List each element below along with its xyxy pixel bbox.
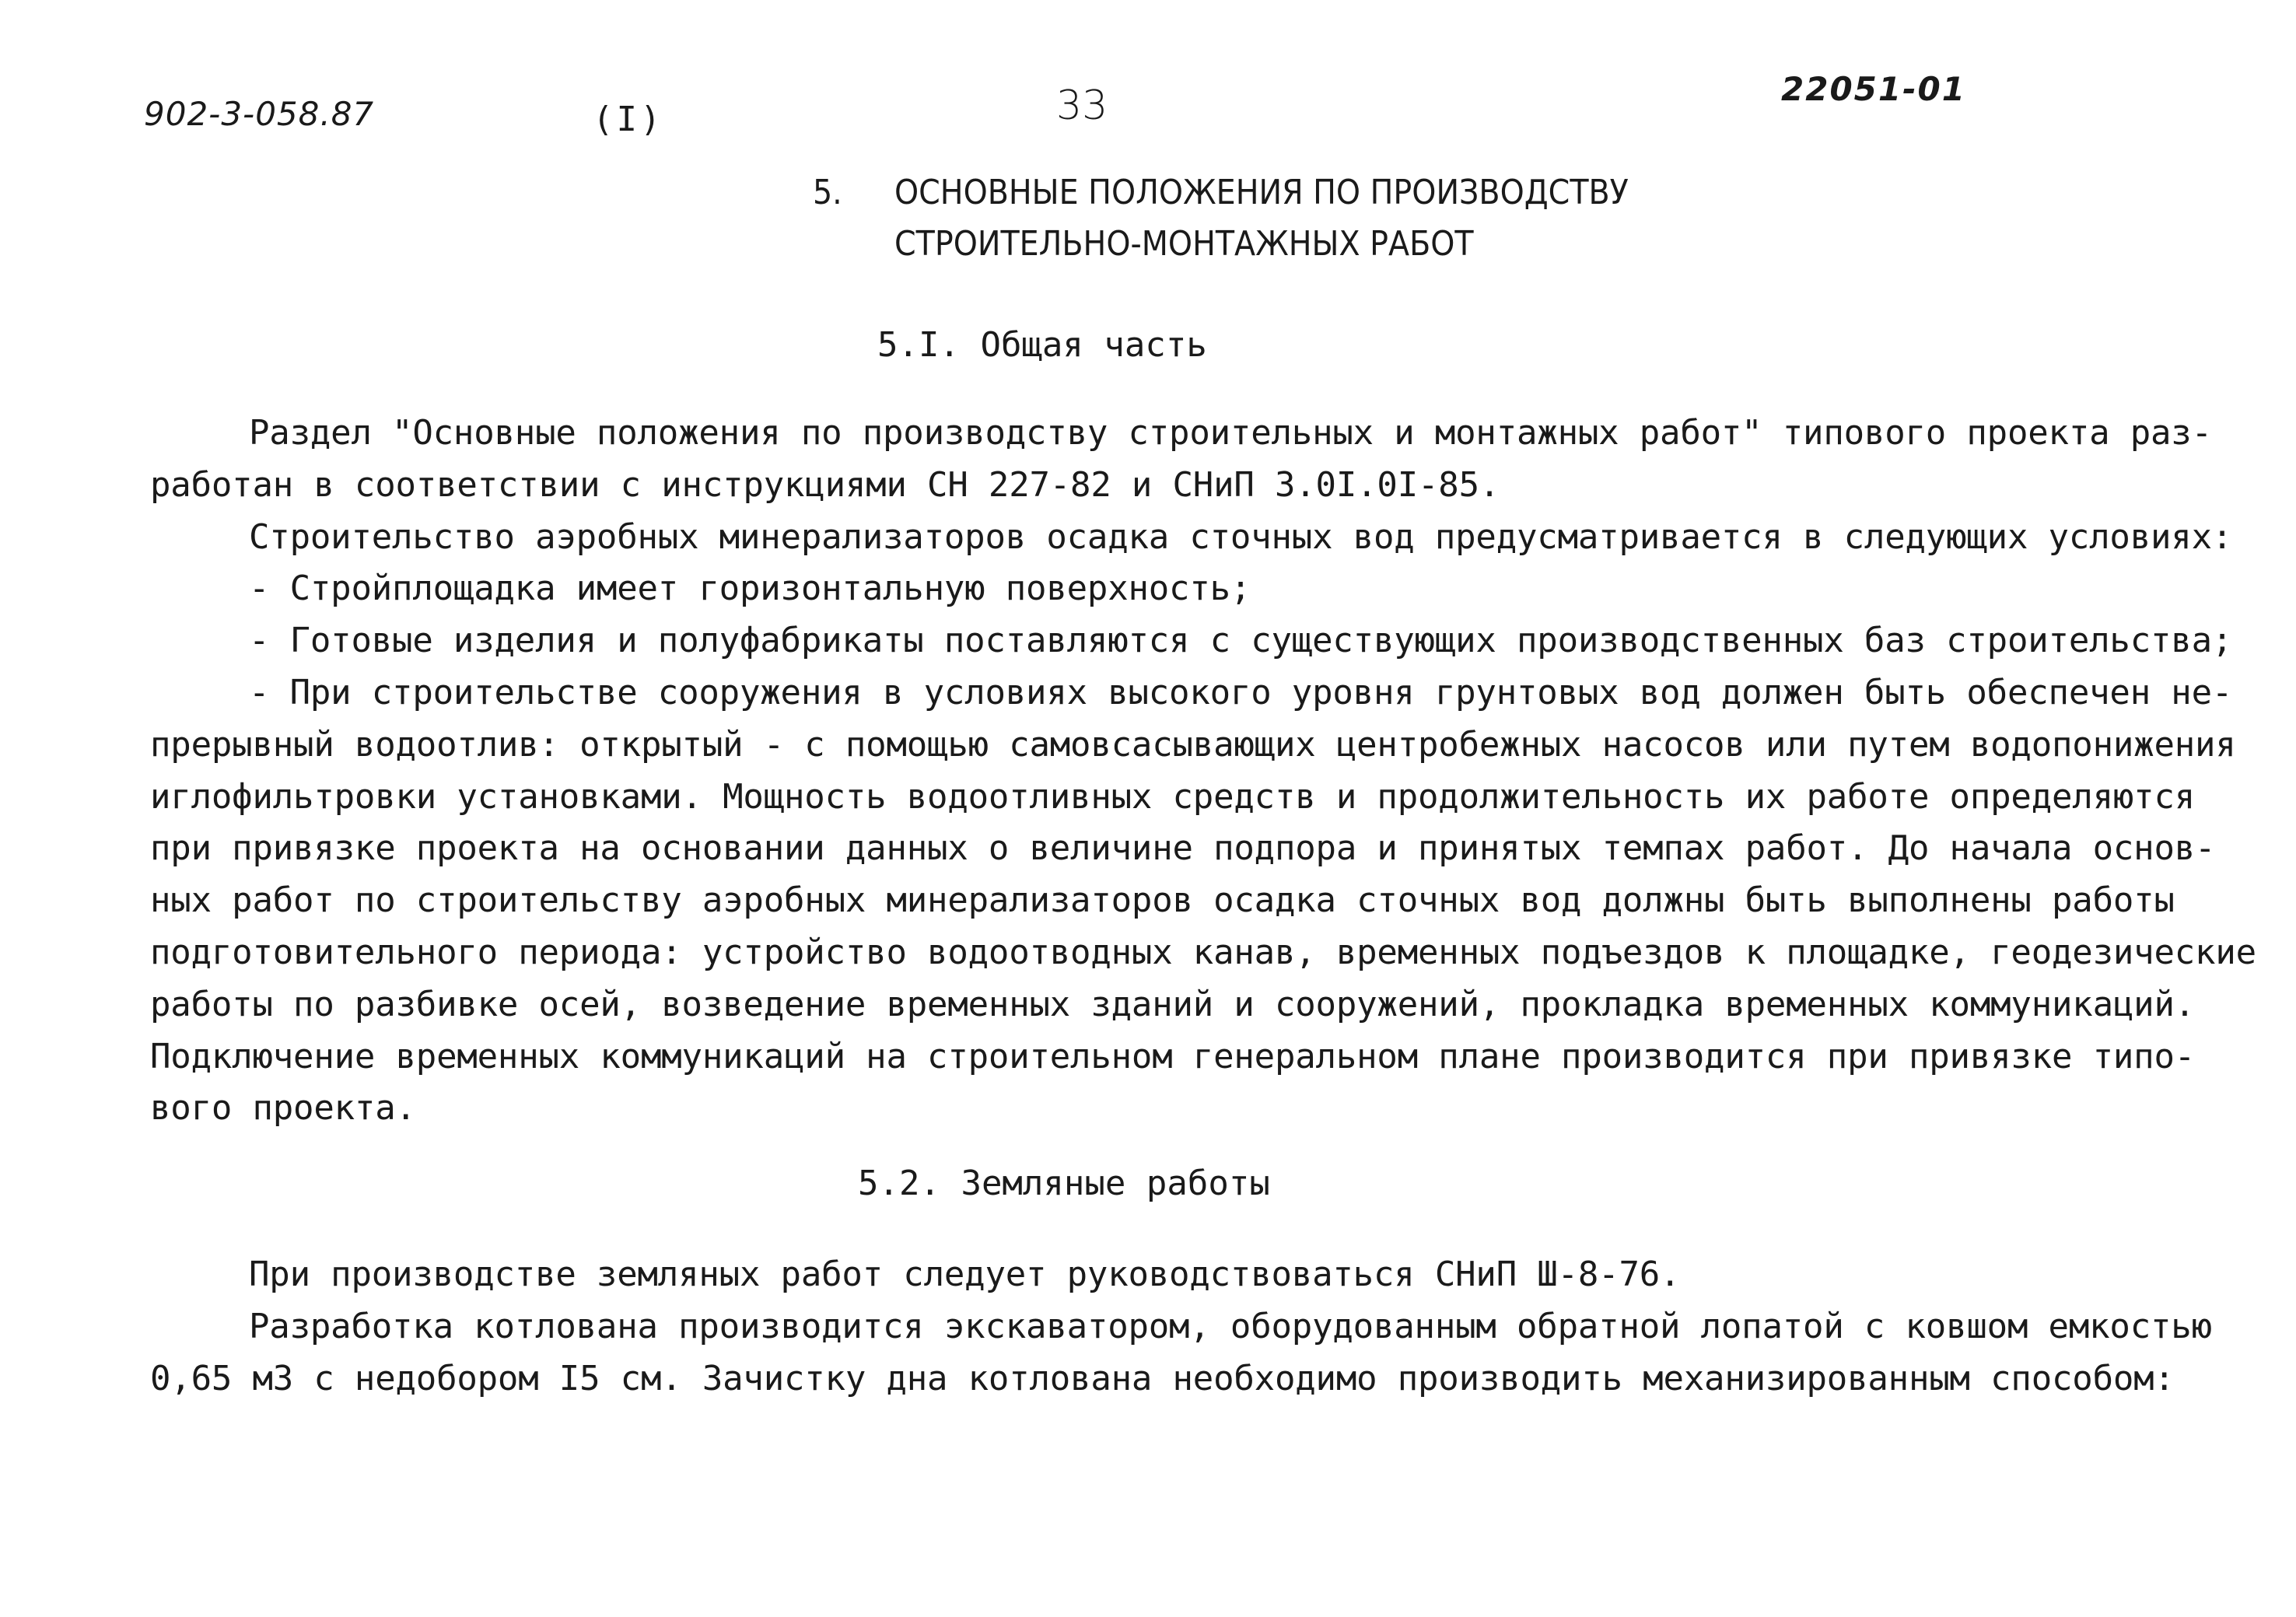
text-line: ных работ по строительству аэробных минерализаторов осадка сточных вод должны быть выполнены работы: [150, 880, 2175, 921]
sheet-id: 22051-01: [1781, 70, 1966, 108]
text-line: - При строительстве сооружения в условиях высокого уровня грунтовых вод должен быть обеспечен не-: [249, 672, 2233, 712]
text-line: При производстве земляных работ следует руководствоваться СНиП Ш-8-76.: [249, 1255, 1681, 1294]
section-title: [813, 167, 1629, 270]
text-line: Раздел "Основные положения по производству строительных и монтажных работ" типового проекта раз-: [249, 413, 2212, 453]
page-number: 33: [1056, 82, 1108, 129]
text-line: 0,65 м3 с недобором I5 см. Зачистку дна котлована необходимо производить механизированным способом:: [150, 1358, 2175, 1398]
section-title-line1: [813, 167, 1629, 219]
text-line: подготовительного периода: устройство водоотводных канав, временных подъездов к площадке, геодезические: [150, 932, 2256, 972]
document-part: (I): [593, 100, 664, 139]
body-earthworks: [150, 1249, 2212, 1405]
text-line: иглофильтровки установками. Мощность водоотливных средств и продолжительность их работе определяются: [150, 776, 2196, 817]
text-line: вого проекта.: [150, 1088, 416, 1129]
body-general: [150, 408, 2256, 1135]
subsection-heading-general: 5.I. Общая часть: [877, 325, 1207, 365]
text-line: прерывный водоотлив: открытый - с помощью самовсасывающих центробежных насосов или путем водопонижения: [150, 724, 2236, 765]
text-line: работы по разбивке осей, возведение временных зданий и сооружений, прокладка временных коммуникаций.: [150, 984, 2196, 1024]
section-number: 5.: [813, 173, 842, 212]
text-line: - Готовые изделия и полуфабрикаты поставляются с существующих производственных баз строительства;: [249, 621, 2233, 661]
text-line: при привязке проекта на основании данных о величине подпора и принятых темпах работ. До начала основ-: [150, 828, 2216, 869]
text-line: Подключение временных коммуникаций на строительном генеральном плане производится при привязке типо-: [150, 1036, 2196, 1076]
section-title-text1: ОСНОВНЫЕ ПОЛОЖЕНИЯ ПО ПРОИЗВОДСТВУ: [894, 173, 1629, 212]
section-title-line2: СТРОИТЕЛЬНО-МОНТАЖНЫХ РАБОТ: [894, 224, 1474, 264]
subsection-heading-earthworks: 5.2. Земляные работы: [858, 1164, 1270, 1203]
text-line: - Стройплощадка имеет горизонтальную поверхность;: [249, 569, 1251, 609]
text-line: Строительство аэробных минерализаторов осадка сточных вод предусматривается в следующих условиях:: [249, 516, 2233, 557]
text-line: Разработка котлована производится экскаватором, оборудованным обратной лопатой с ковшом емкостью: [249, 1306, 2212, 1346]
document-code: 902-3-058.87: [144, 95, 375, 133]
text-line: работан в соответствии с инструкциями СН 227-82 и СНиП 3.0I.0I-85.: [150, 464, 1500, 505]
